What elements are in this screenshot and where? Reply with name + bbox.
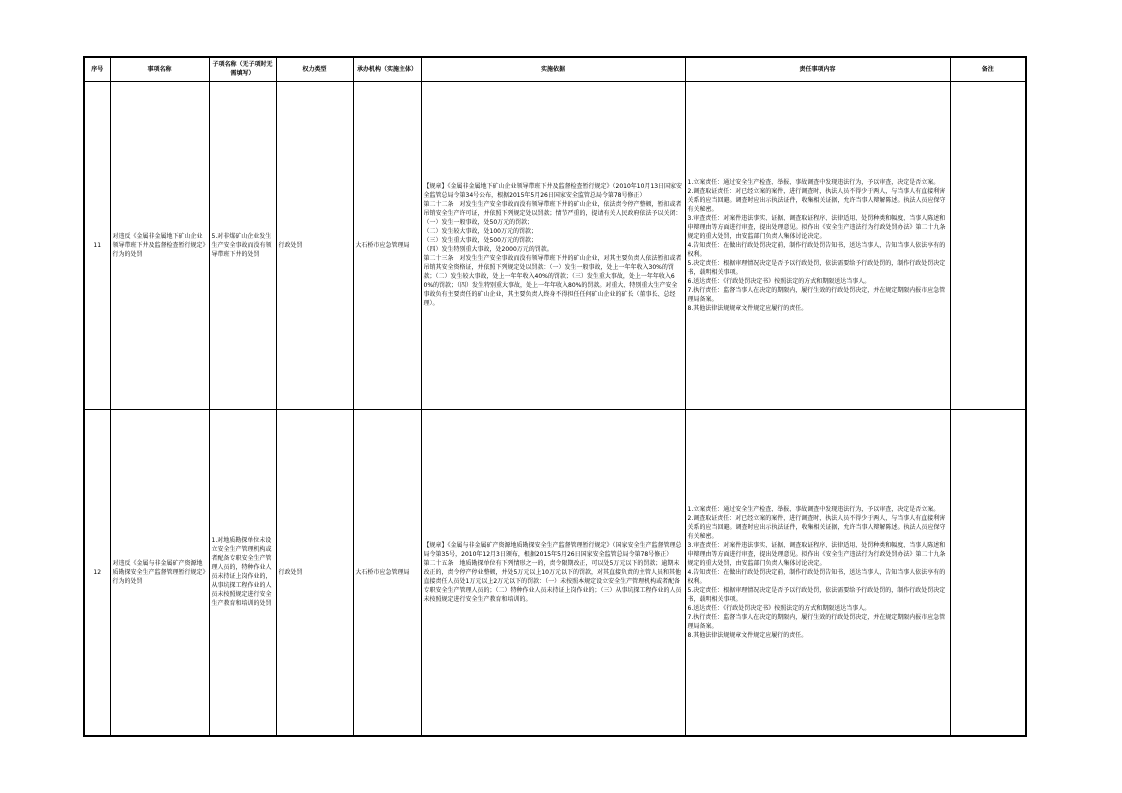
row-agency: 大石桥市应急管理局 (353, 409, 421, 736)
duty-paragraph: 8.其他法律法规规章文件规定应履行的责任。 (687, 631, 808, 639)
row-remark (950, 81, 1026, 409)
row-subitem-name: 1.对地质勘探单位未设立安全生产管理机构或者配备专职安全生产管理人员的，特种作业人员未持证上岗作业的，从事坑探工程作业的人员未按照规定进行安全生产教育和培训的处罚 (209, 409, 276, 736)
row-duty (685, 81, 950, 409)
duty-paragraph: 4.告知责任：在做出行政处罚决定前，制作行政处罚告知书，送达当事人，告知当事人依法享有的权利。 (687, 568, 946, 585)
duty-paragraph: 3.审查责任：对案件违法事实、证据、调查取证程序、法律适用、处罚种类和幅度、当事人陈述和申辩理由等方面进行审查，提出处理意见。拟作出《安全生产违法行为行政处罚办法》第二十九条规定的重大处罚，由安监部门负责人集体讨论决定。 (687, 214, 946, 240)
row-basis (421, 409, 685, 736)
basis-paragraph: 第二十五条 地质勘探单位有下列情形之一的，责令限期改正，可以处5万元以下的罚款；逾期未改正的，责令停产停业整顿，并处5万元以上10万元以下的罚款，对其直接负责的主管人员和其他直接责任人员处1万元以上2万元以下的罚款：（一）未按照本规定设立安全生产管理机构或者配备专职安全生产管理人员的；（二）特种作业人员未持证上岗作业的；（三）从事坑探工程作业的人员未按照规定进行安全生产教育和培训的。 (423, 559, 682, 603)
duty-paragraph: 7.执行责任：监督当事人在决定的期限内，履行生效的行政处罚决定，并在规定期限内报市应急管理局备案。 (687, 286, 946, 303)
header-agency: 承办机构（实施主体） (353, 57, 421, 81)
basis-paragraph: （二）发生较大事故，处100万元的罚款； (423, 228, 537, 235)
table-row (84, 81, 1026, 409)
row-seq: 12 (84, 409, 110, 736)
row-agency: 大石桥市应急管理局 (353, 81, 421, 409)
row-power-type: 行政处罚 (276, 81, 353, 409)
duty-paragraph: 6.送达责任：《行政处罚决定书》按照法定的方式和期限送达当事人。 (687, 604, 871, 612)
table-row (84, 409, 1026, 736)
row-remark (950, 409, 1026, 736)
basis-paragraph: 【规章】《金属非金属地下矿山企业领导带班下井及监督检查暂行规定》（2010年10月13日国家安全监管总局令第34号公布，根据2015年5月26日国家安全监管总局令第78号修正） (423, 183, 683, 199)
row-duty (685, 409, 950, 736)
basis-paragraph: 第二十二条 对发生生产安全事故而没有领导带班下井的矿山企业，依法责令停产整顿，暂扣或者吊销安全生产许可证，并依照下列规定处以罚款；情节严重的，提请有关人民政府依法予以关闭： (423, 201, 682, 217)
row-power-type: 行政处罚 (276, 409, 353, 736)
duty-paragraph: 1.立案责任：通过安全生产检查、举报、事故调查中发现违法行为，予以审查，决定是否立案。 (687, 178, 940, 186)
duty-paragraph: 5.决定责任：根据审理情况决定是否予以行政处罚，依法需要给予行政处罚的，制作行政处罚决定书，载明相关事项。 (687, 259, 946, 276)
header-seq: 序号 (84, 57, 110, 81)
duty-paragraph: 7.执行责任：监督当事人在决定的期限内，履行生效的行政处罚决定，并在规定期限内报市应急管理局备案。 (687, 613, 946, 630)
duty-paragraph: 8.其他法律法规规章文件规定应履行的责任。 (687, 304, 808, 312)
header-power-type: 权力类型 (276, 57, 353, 81)
header-subitem-name: 子项名称（无子项时无需填写） (209, 57, 276, 81)
row-item-name: 对违反《金属非金属地下矿山企业领导带班下井及监督检查暂行规定》行为的处罚 (110, 81, 209, 409)
header-basis: 实施依据 (421, 57, 685, 81)
header-item-name: 事项名称 (110, 57, 209, 81)
row-item-name: 对违反《金属与非金属矿产资源地质勘探安全生产监督管理暂行规定》行为的处罚 (110, 409, 209, 736)
row-subitem-name: 5.对非煤矿山企业发生生产安全事故而没有领导带班下井的处罚 (209, 81, 276, 409)
header-row (84, 57, 1026, 81)
duty-paragraph: 3.审查责任：对案件违法事实、证据、调查取证程序、法律适用、处罚种类和幅度、当事人陈述和申辩理由等方面进行审查，提出处理意见。拟作出《安全生产违法行为行政处罚办法》第二十九条规定的重大处罚，由安监部门负责人集体讨论决定。 (687, 541, 946, 567)
header-remark: 备注 (950, 57, 1026, 81)
duty-paragraph: 4.告知责任：在做出行政处罚决定前，制作行政处罚告知书，送达当事人，告知当事人依法享有的权利。 (687, 241, 946, 258)
basis-paragraph: 【规章】《金属与非金属矿产资源地质勘探安全生产监督管理暂行规定》（国家安全生产监督管理总局令第35号，2010年12月3日颁布，根据2015年5月26日国家安全监管总局令第78号修正） (423, 541, 682, 558)
duty-paragraph: 2.调查取证责任：对已经立案的案件，进行调查时，执法人员不得少于两人，与当事人有直接利害关系的应当回避。调查时应出示执法证件，收集相关证据，允许当事人辩解陈述。执法人员应保守有关秘密。 (687, 514, 946, 540)
duty-paragraph: 6.送达责任：《行政处罚决定书》按照法定的方式和期限送达当事人。 (687, 277, 871, 285)
basis-paragraph: （三）发生重大事故，处500万元的罚款； (423, 237, 537, 244)
basis-paragraph: （四）发生特别重大事故，处2000万元的罚款。 (423, 246, 553, 253)
basis-paragraph: （一）发生一般事故，处50万元的罚款； (423, 219, 534, 226)
duty-paragraph: 1.立案责任：通过安全生产检查、举报、事故调查中发现违法行为，予以审查，决定是否立案。 (687, 505, 940, 513)
duty-paragraph: 2.调查取证责任：对已经立案的案件，进行调查时，执法人员不得少于两人，与当事人有直接利害关系的应当回避。调查时应出示执法证件，收集相关证据，允许当事人辩解陈述。执法人员应保守有关秘密。 (687, 187, 946, 213)
row-seq: 11 (84, 81, 110, 409)
basis-paragraph: 第二十三条 对发生生产安全事故而没有领导带班下井的矿山企业，对其主要负责人依法暂扣或者吊销其安全资格证，并依照下列规定处以罚款：（一）发生一般事故，处上一年年收入30%的罚款；（二）发生较大事故，处上一年年收入40%的罚款；（三）发生重大事故，处上一年年收入60%的罚款；（四）发生特别重大事故，处上一年年收入80%的罚款。对重大、特别重大生产安全事故负有主要责任的矿山企业，其主要负责人终身不得担任任何矿山企业的矿长（董事长、总经理）。 (423, 255, 682, 307)
authority-list-table (83, 56, 1027, 737)
header-duty: 责任事项内容 (685, 57, 950, 81)
row-basis (421, 81, 685, 409)
duty-paragraph: 5.决定责任：根据审理情况决定是否予以行政处罚，依法需要给予行政处罚的，制作行政处罚决定书，载明相关事项。 (687, 586, 946, 603)
